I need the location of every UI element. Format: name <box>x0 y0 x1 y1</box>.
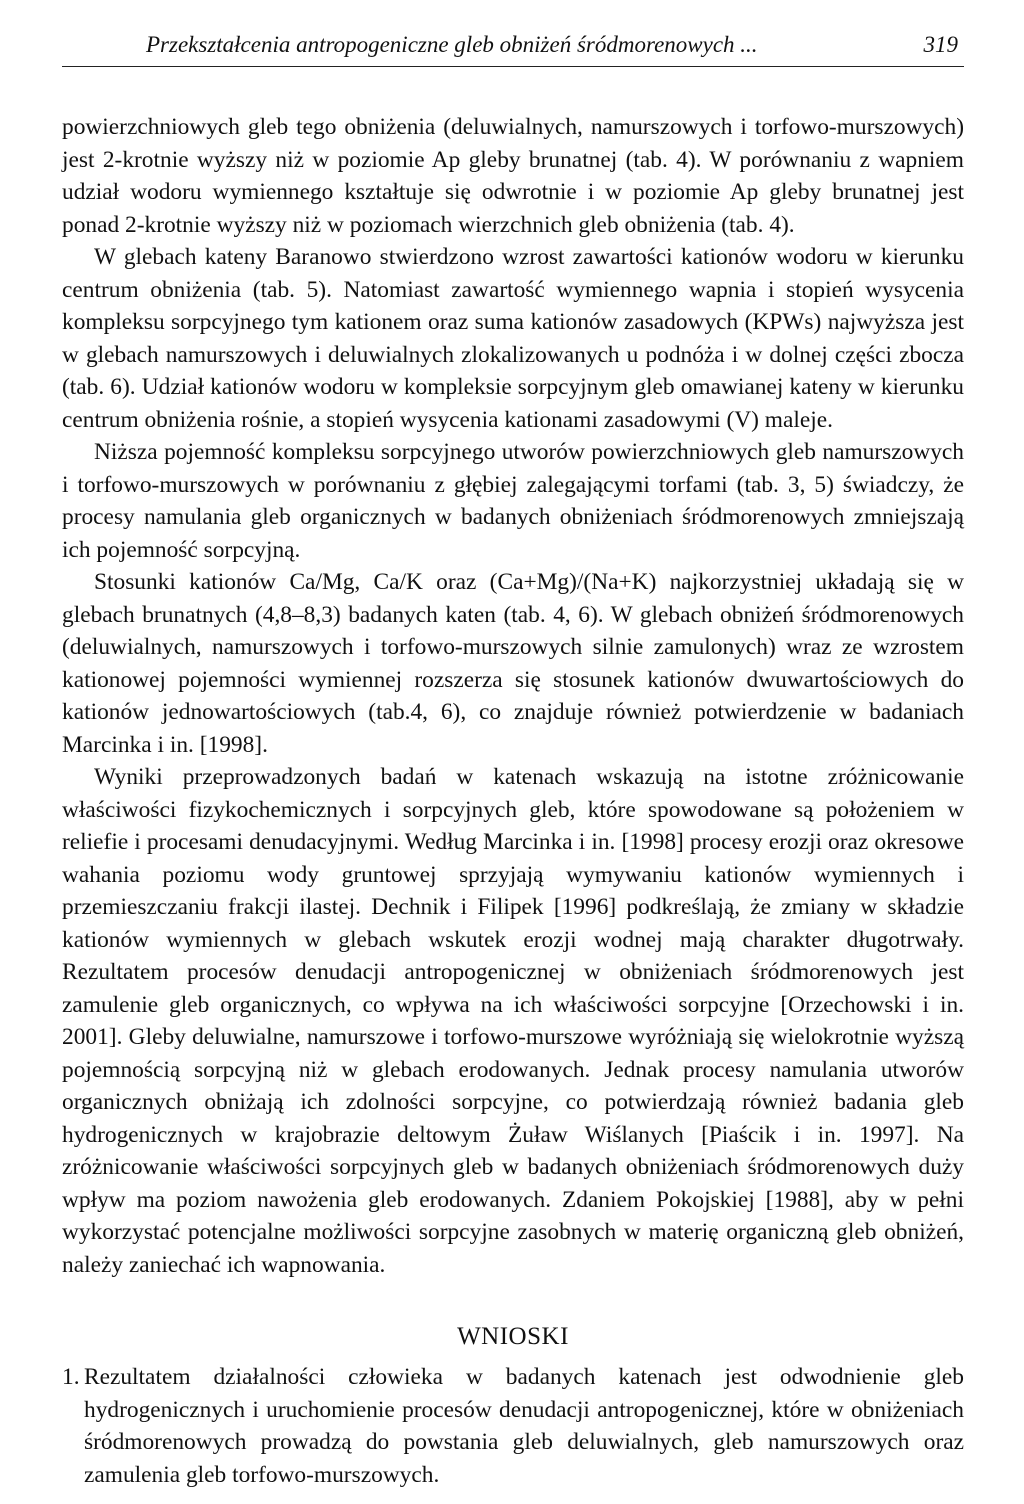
paragraph: W glebach kateny Baranowo stwierdzono wzrost zawartości kationów wodoru w kierunku centrum obniżenia (tab. 5). Natomiast zawartość wymiennego wapnia i stopień wysycenia kompleksu sorpcyjnego tym kationem oraz suma kationów zasadowych (KPWs) najwyższa jest w glebach namurszowych i deluwialnych zlokalizowanych u podnóża i w dolnej części zbocza (tab. 6). Udział kationów wodoru w kompleksie sorpcyjnym gleb omawianej kateny w kierunku centrum obniżenia rośnie, a stopień wysycenia kationami zasadowymi (V) maleje. <box>62 244 964 433</box>
body-text <box>62 111 964 1281</box>
conclusion-text: Rezultatem działalności człowieka w badanych katenach jest odwodnienie gleb hydrogenicznych i uruchomienie procesów denudacji antropogenicznej, które w obniżeniach śródmorenowych prowadzą do powstania gleb deluwialnych, gleb namurszowych oraz zamulenia gleb torfowo-murszowych. <box>84 1364 964 1488</box>
paragraph: Wyniki przeprowadzonych badań w katenach wskazują na istotne zróżnicowanie właściwości fizykochemicznych i sorpcyjnych gleb, które spowodowane są położeniem w reliefie i procesami denudacyjnymi. Według Marcinka i in. [1998] procesy erozji oraz okresowe wahania poziomu wody gruntowej sprzyjają wymywaniu kationów wymiennych i przemieszczaniu frakcji ilastej. Dechnik i Filipek [1996] podkreślają, że zmiany w składzie kationów wymiennych w glebach wskutek erozji wodnej mają charakter długotrwały. Rezultatem procesów denudacji antropogenicznej w obniżeniach śródmorenowych jest zamulenie gleb organicznych, co wpływa na ich właściwości sorpcyjne [Orzechowski i in. 2001]. Gleby deluwialne, namurszowe i torfowo-murszowe wyróżniają się wielokrotnie wyższą pojemnością sorpcyjną niż w glebach erodowanych. Jednak procesy namulania utworów organicznych obniżają ich zdolności sorpcyjne, co potwierdzają również badania gleb hydrogenicznych w krajobrazie deltowym Żuław Wiślanych [Piaścik i in. 1997]. Na zróżnicowanie właściwości sorpcyjnych gleb w badanych obniżeniach śródmorenowych duży wpływ ma poziom nawożenia gleb erodowanych. Zdaniem Pokojskiej [1988], aby w pełni wykorzystać potencjalne możliwości sorpcyjne zasobnych w materię organiczną gleb obniżeń, należy zaniechać ich wapnowania. <box>62 764 964 1278</box>
running-header <box>62 22 964 67</box>
paragraph-continued: powierzchniowych gleb tego obniżenia (deluwialnych, namurszowych i torfowo-murszowych) jest 2-krotnie wyższy niż w poziomie Ap gleby brunatnej (tab. 4). W porównaniu z wapniem udział wodoru wymiennego kształtuje się odwrotnie i w poziomie Ap gleby brunatnej jest ponad 2-krotnie wyższy niż w poziomach wierzchnich gleb obniżenia (tab. 4). <box>62 114 964 238</box>
conclusions-list <box>62 1361 964 1491</box>
page-number: 319 <box>923 32 958 57</box>
conclusion-number: 1. <box>62 1364 80 1390</box>
conclusion-item <box>62 1361 964 1491</box>
paragraph: Stosunki kationów Ca/Mg, Ca/K oraz (Ca+Mg)/(Na+K) najkorzystniej układają się w glebach brunatnych (4,8–8,3) badanych katen (tab. 4, 6). W glebach obniżeń śródmorenowych (deluwialnych, namurszowych i torfowo-murszowych silnie zamulonych) wraz ze wzrostem kationowej pojemności wymiennej rozszerza się stosunek kationów dwuwartościowych do kationów jednowartościowych (tab.4, 6), co znajduje również potwierdzenie w badaniach Marcinka i in. [1998]. <box>62 569 964 758</box>
page <box>62 22 964 1491</box>
running-title: Przekształcenia antropogeniczne gleb obniżeń śródmorenowych ... <box>146 32 758 57</box>
section-heading-conclusions: WNIOSKI <box>457 1323 569 1350</box>
paragraph: Niższa pojemność kompleksu sorpcyjnego utworów powierzchniowych gleb namurszowych i torfowo-murszowych w porównaniu z głębiej zalegającymi torfami (tab. 3, 5) świadczy, że procesy namulania gleb organicznych w badanych obniżeniach śródmorenowych zmniejszają ich pojemność sorpcyjną. <box>62 439 964 563</box>
